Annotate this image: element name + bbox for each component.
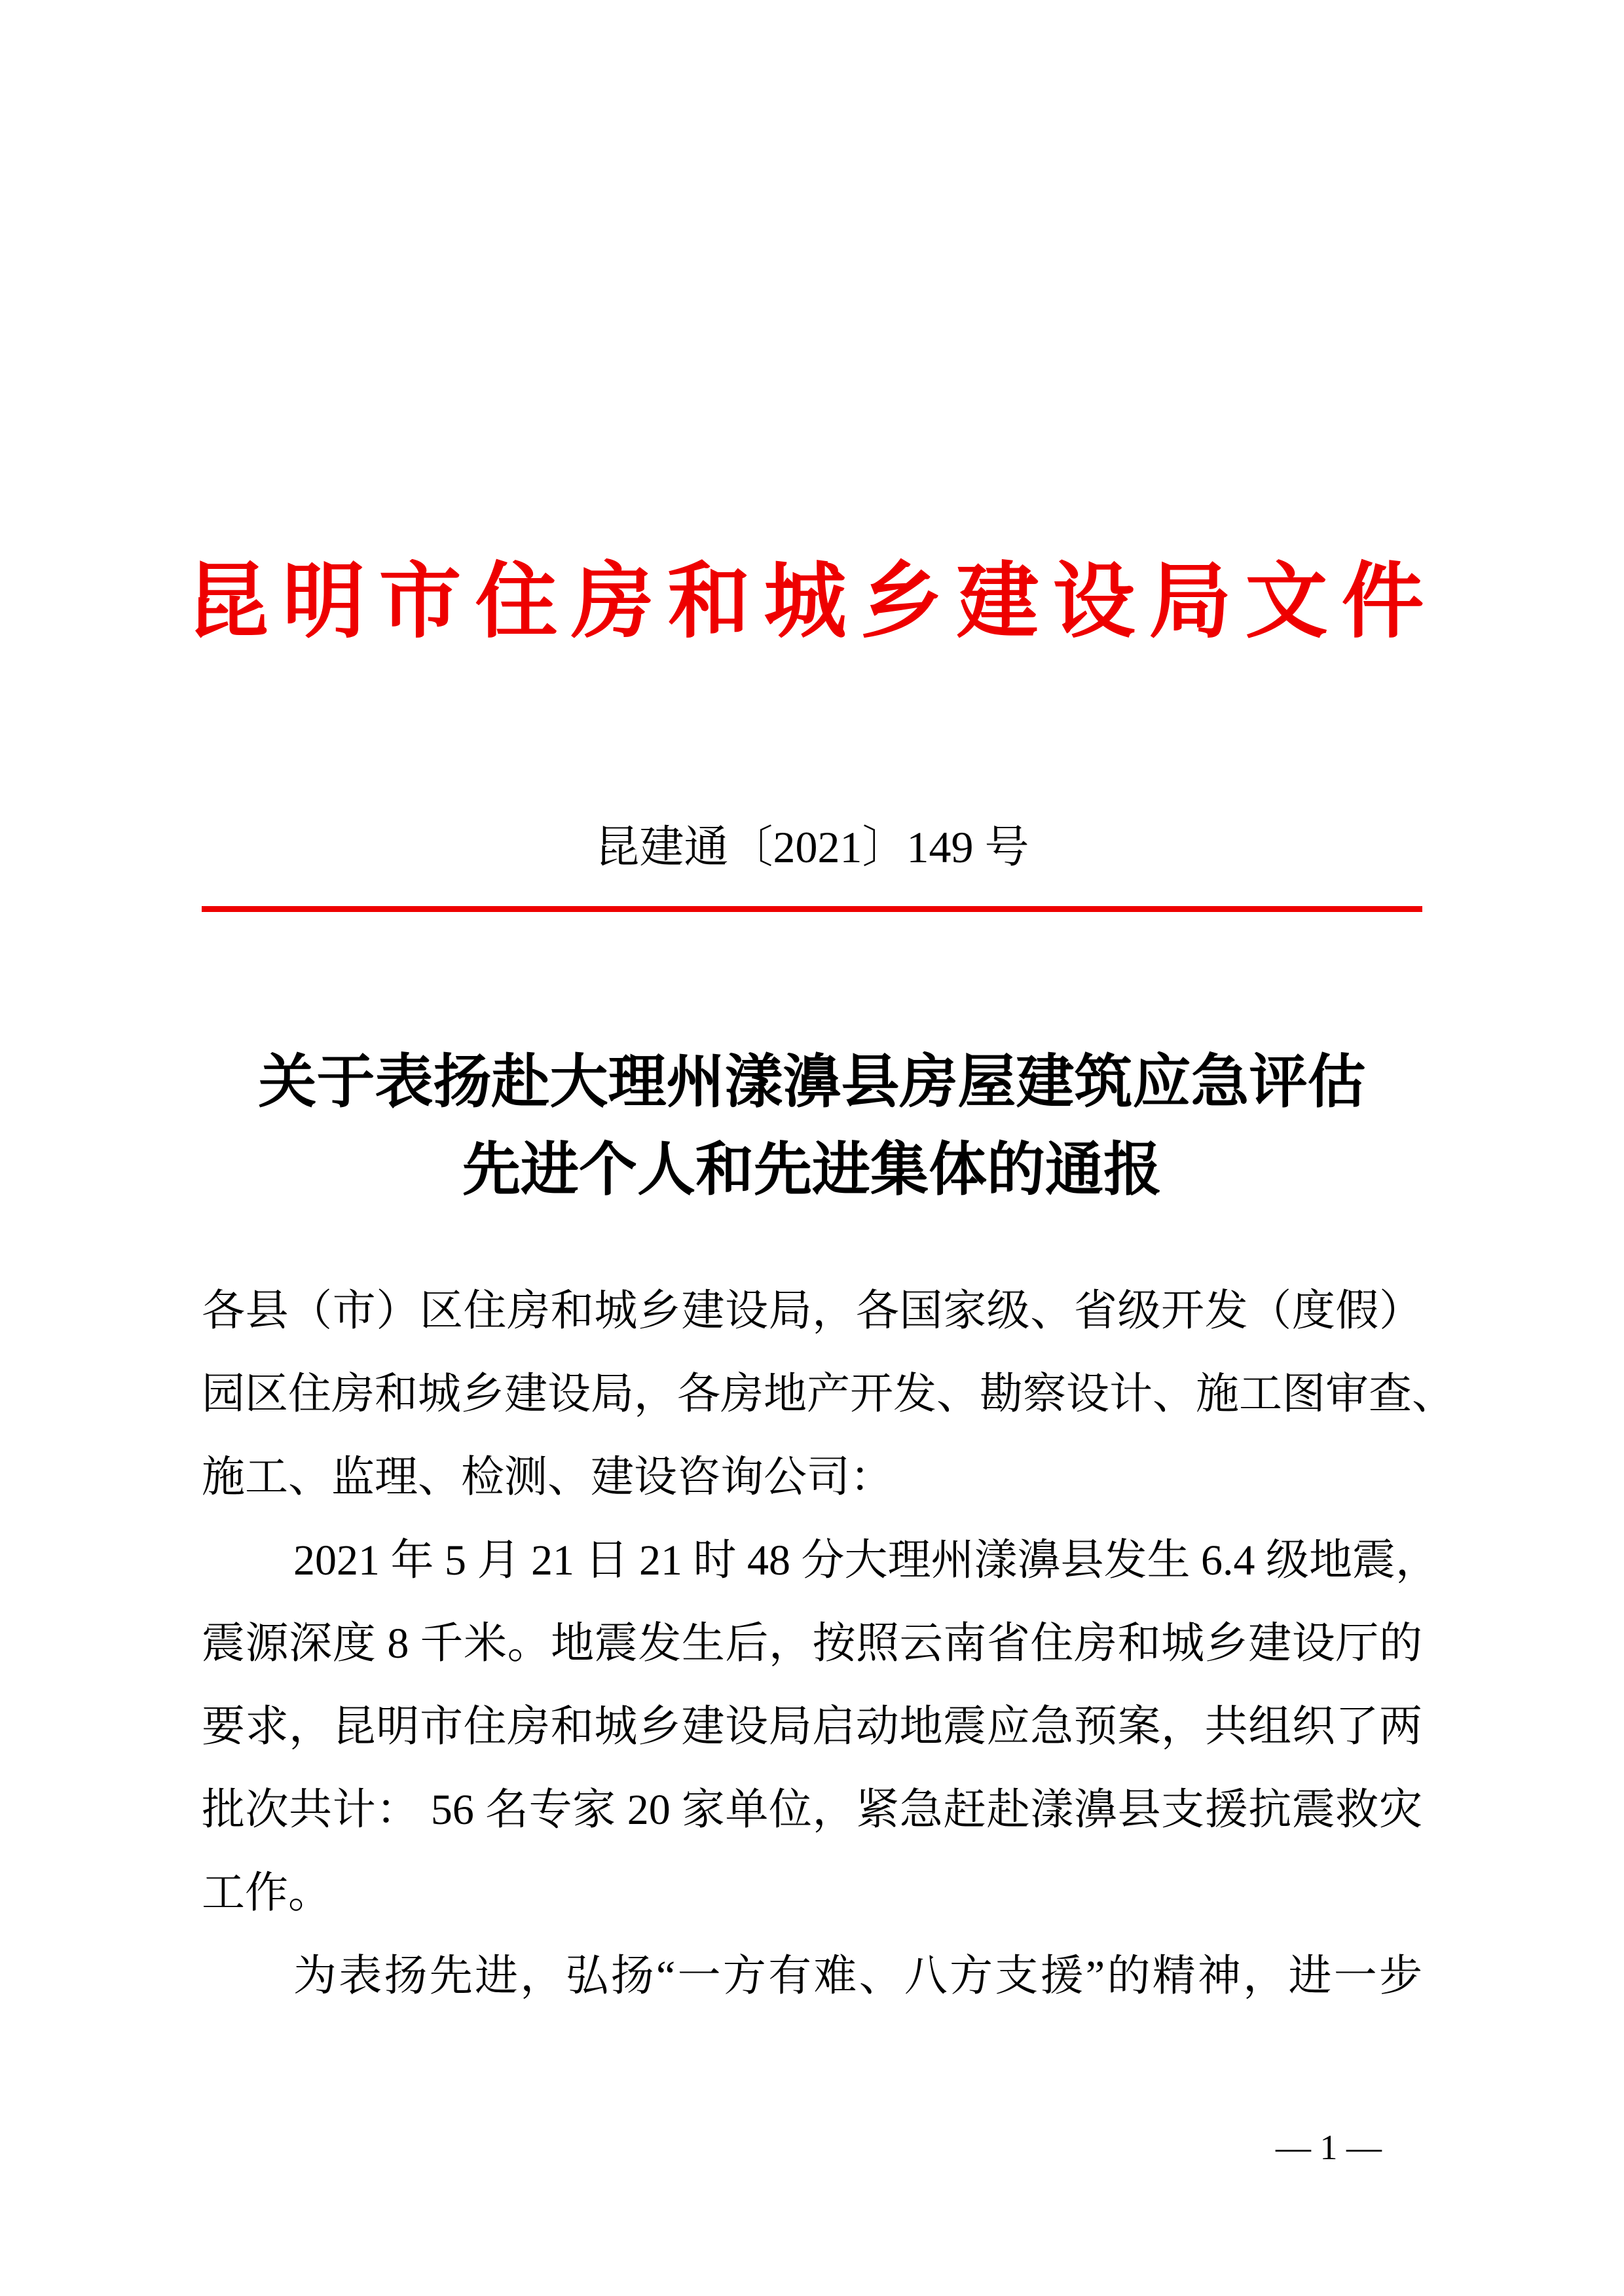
page-number: — 1 — bbox=[1276, 2128, 1382, 2167]
document-title bbox=[0, 1038, 1624, 1213]
body-line-paragraph2-4: 批次共计： 56 名专家 20 家单位，紧急赶赴漾濞县支援抗震救灾 bbox=[202, 1786, 1422, 1834]
body-line-paragraph3-1: 为表扬先进，弘扬“一方有难、八方支援”的精神，进一步 bbox=[293, 1952, 1422, 2000]
body-line-paragraph2-5: 工作。 bbox=[202, 1869, 331, 1917]
document-body bbox=[202, 1269, 1455, 2018]
body-line-paragraph2-1: 2021 年 5 月 21 日 21 时 48 分大理州漾濞县发生 6.4 级地震， bbox=[293, 1537, 1439, 1584]
document-header-org-title: 昆明市住房和城乡建设局文件 bbox=[186, 555, 1438, 647]
body-line-paragraph2-2: 震源深度 8 千米。地震发生后，按照云南省住房和城乡建设厅的 bbox=[202, 1620, 1422, 1667]
body-line-recipients-2: 园区住房和城乡建设局，各房地产开发、勘察设计、施工图审查、 bbox=[202, 1370, 1455, 1418]
red-header-divider-rule bbox=[202, 906, 1422, 912]
document-title-line-1: 关于表扬赴大理州漾濞县房屋建筑应急评估 bbox=[258, 1049, 1366, 1114]
document-number: 昆建通〔2021〕149 号 bbox=[595, 822, 1029, 872]
body-line-recipients-1: 各县（市）区住房和城乡建设局，各国家级、省级开发（度假） bbox=[202, 1287, 1422, 1335]
body-line-recipients-3: 施工、监理、检测、建设咨询公司： bbox=[202, 1453, 893, 1501]
body-line-paragraph2-3: 要求，昆明市住房和城乡建设局启动地震应急预案，共组织了两 bbox=[202, 1703, 1422, 1751]
document-title-line-2: 先进个人和先进集体的通报 bbox=[462, 1137, 1162, 1202]
